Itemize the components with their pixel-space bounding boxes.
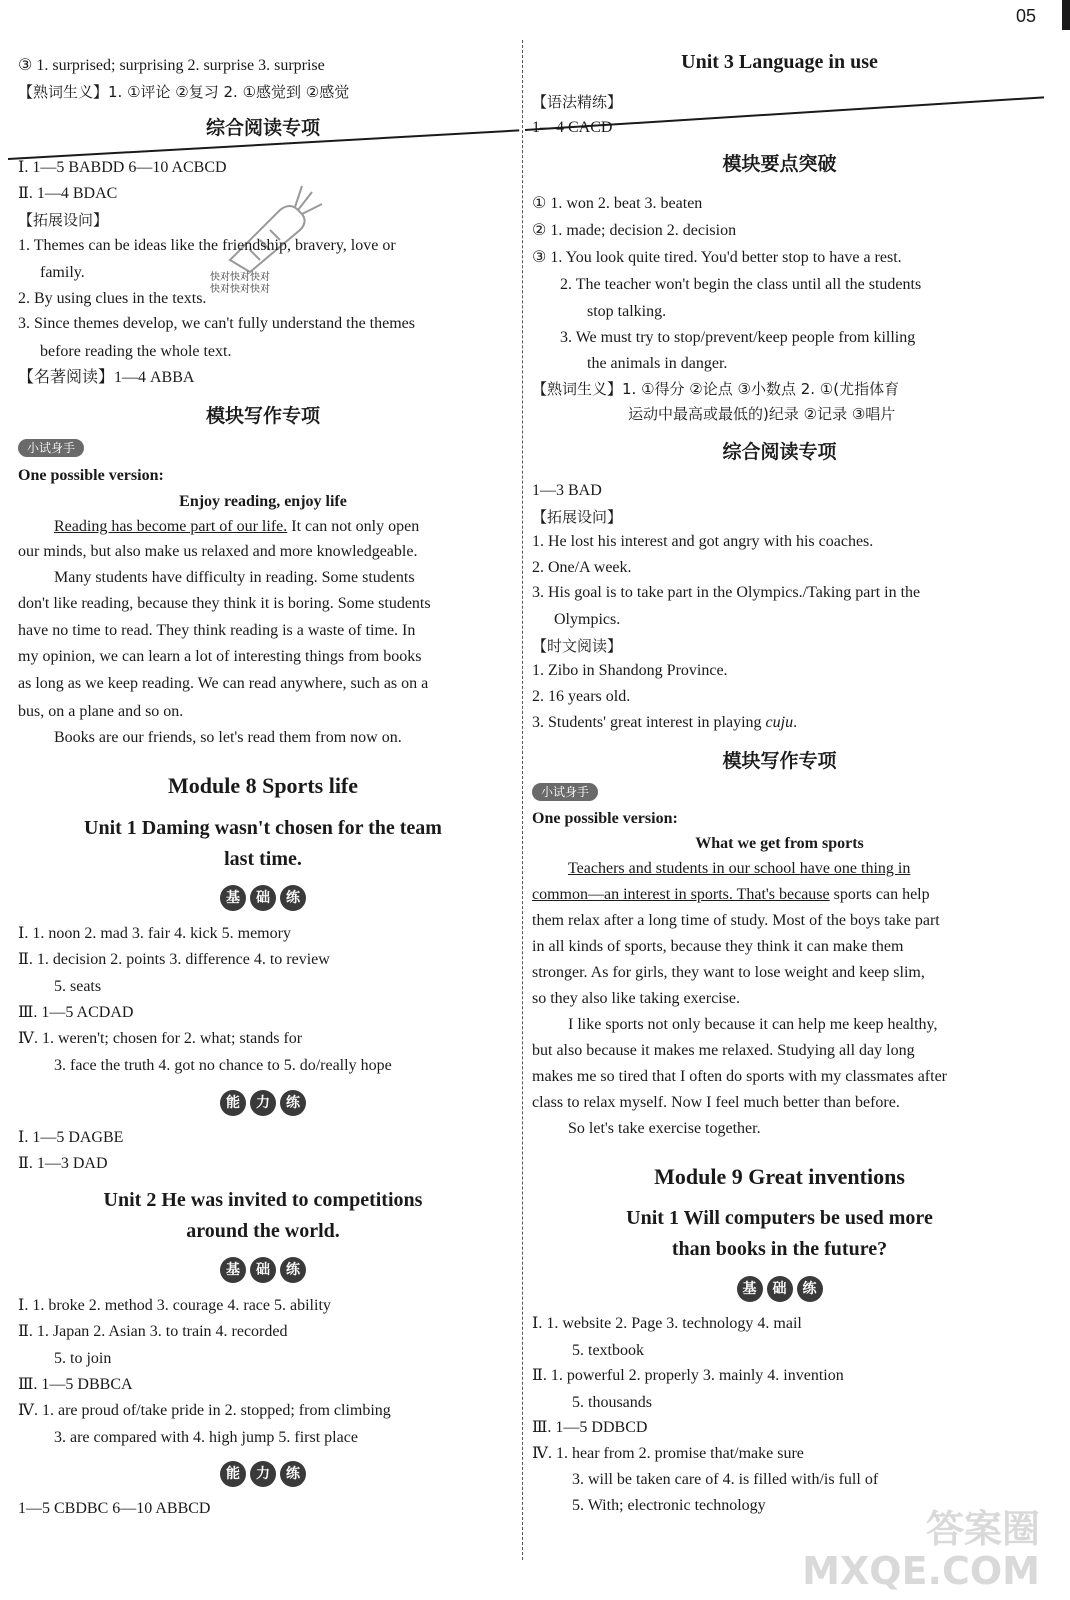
essay-line: Books are our friends, so let's read them from now on. (54, 729, 402, 746)
answer-line: ③ 1. surprised; surprising 2. surprise 3. surprise (18, 57, 325, 74)
essay-line: my opinion, we can learn a lot of interesting things from books (18, 648, 422, 665)
answer-line: 2. 16 years old. (532, 688, 631, 705)
answer-line: 3. face the truth 4. got no chance to 5. do/really hope (54, 1057, 392, 1074)
answer-line: 3. We must try to stop/prevent/keep people from killing (560, 329, 916, 346)
answer-line: the animals in danger. (587, 355, 728, 372)
essay-line: but also because it makes me relaxed. Studying all day long (532, 1042, 915, 1059)
essay-line: Many students have difficulty in reading. Some students (54, 569, 415, 586)
answer-line: 3. will be taken care of 4. is filled with/is full of (572, 1471, 879, 1488)
answer-line: ① 1. won 2. beat 3. beaten (532, 195, 703, 212)
practice-badges: 基 础 练 (18, 1257, 508, 1283)
essay-line: makes me so tired that I often do sports with my classmates after (532, 1068, 948, 1085)
section-heading: 模块要点突破 (722, 153, 837, 175)
unit-title: Unit 1 Daming wasn't chosen for the team (84, 817, 442, 839)
answer-line: ② 1. made; decision 2. decision (532, 222, 737, 239)
subsection-label: 【语法精练】 (532, 93, 623, 111)
answer-line: Ⅳ. 1. hear from 2. promise that/make sure (532, 1445, 804, 1462)
unit-title: around the world. (186, 1220, 340, 1242)
answer-line: 【熟词生义】1. ①得分 ②论点 ③小数点 2. ①(尤指体育 (532, 380, 900, 398)
essay-line: bus, on a plane and so on. (18, 703, 184, 720)
page-number: 05 (1015, 6, 1036, 26)
answer-line: family. (40, 264, 85, 281)
answer-line: Ⅲ. 1—5 DBBCA (18, 1376, 133, 1393)
practice-badges: 基 础 练 (18, 885, 508, 911)
subsection-label: 【拓展设问】 (18, 211, 109, 229)
answer-line: ③ 1. You look quite tired. You'd better stop to have a rest. (532, 249, 902, 266)
answer-line: 3. Since themes develop, we can't fully understand the themes (18, 315, 415, 332)
essay-line: So let's take exercise together. (568, 1120, 761, 1137)
essay-line: them relax after a long time of study. Most of the boys take part (532, 912, 940, 929)
stamp-text: 快对快对快对 快对快对快对 (210, 272, 270, 295)
version-label: One possible version: (532, 810, 678, 827)
answer-line: 2. By using clues in the texts. (18, 290, 207, 307)
answer-line: 5. With; electronic technology (572, 1497, 766, 1514)
answer-line: Ⅳ. 1. are proud of/take pride in 2. stopped; from climbing (18, 1402, 391, 1419)
essay-line: Teachers and students in our school have one thing in (568, 860, 911, 877)
unit-title: than books in the future? (671, 1238, 888, 1260)
answer-line: 2. One/A week. (532, 559, 632, 576)
answer-line: before reading the whole text. (40, 343, 232, 360)
essay-line: Reading has become part of our life. It can not only open (54, 518, 420, 535)
answer-line: Ⅱ. 1. decision 2. points 3. difference 4. to review (18, 951, 330, 968)
answer-line: Ⅰ. 1. noon 2. mad 3. fair 4. kick 5. memory (18, 925, 291, 942)
answer-line: Ⅲ. 1—5 DDBCD (532, 1419, 648, 1436)
essay-line: have no time to read. They think reading is a waste of time. In (18, 622, 416, 639)
essay-title: Enjoy reading, enjoy life (179, 493, 347, 510)
answer-line: 1—5 CBDBC 6—10 ABBCD (18, 1500, 211, 1517)
unit-title: Unit 2 He was invited to competitions (103, 1189, 423, 1211)
unit-title: Unit 3 Language in use (681, 51, 878, 73)
answer-line: 1—3 BAD (532, 482, 602, 499)
answer-line: Ⅰ. 1. website 2. Page 3. technology 4. mail (532, 1315, 802, 1332)
answer-line: Ⅱ. 1. powerful 2. properly 3. mainly 4. invention (532, 1367, 844, 1384)
answer-line: Ⅰ. 1—5 BABDD 6—10 ACBCD (18, 159, 227, 176)
answer-line: Ⅲ. 1—5 ACDAD (18, 1004, 134, 1021)
subsection-label: 【拓展设问】 (532, 508, 623, 526)
tag-pill: 小试身手 (18, 439, 84, 457)
essay-line: class to relax myself. Now I feel much better than before. (532, 1094, 900, 1111)
essay-line: in all kinds of sports, because they think it can make them (532, 938, 904, 955)
answer-line: 5. to join (54, 1350, 112, 1367)
answer-line: 5. seats (54, 978, 102, 995)
answer-line: 1—4 CACD (532, 119, 613, 136)
answer-line: Ⅳ. 1. weren't; chosen for 2. what; stands for (18, 1030, 303, 1047)
answer-line: 运动中最高或最低的)纪录 ②记录 ③唱片 (628, 405, 896, 423)
answer-line: Olympics. (554, 611, 621, 628)
section-heading: 模块写作专项 (722, 750, 837, 772)
answer-line: 1. He lost his interest and got angry with his coaches. (532, 533, 874, 550)
answer-line: Ⅱ. 1—4 BDAC (18, 185, 118, 202)
essay-line: common—an interest in sports. That's because sports can help (532, 886, 930, 903)
column-divider (522, 40, 523, 1560)
essay-line: don't like reading, because they think it is boring. Some students (18, 595, 431, 612)
unit-title: Unit 1 Will computers be used more (626, 1207, 933, 1229)
answer-line: 【名著阅读】1—4 ABBA (18, 369, 195, 386)
answer-line: 1. Themes can be ideas like the friendship, bravery, love or (18, 237, 396, 254)
tag-pill: 小试身手 (532, 783, 598, 801)
answer-line: 1. Zibo in Shandong Province. (532, 662, 728, 679)
answer-line: 3. Students' great interest in playing cuju. (532, 714, 798, 731)
practice-badges: 能 力 练 (18, 1461, 508, 1487)
answer-line: 2. The teacher won't begin the class until all the students (560, 276, 922, 293)
essay-line: our minds, but also make us relaxed and more knowledgeable. (18, 543, 418, 560)
answer-line: 5. thousands (572, 1394, 652, 1411)
answer-line: 【熟词生义】1. ①评论 ②复习 2. ①感觉到 ②感觉 (18, 83, 350, 101)
essay-title: What we get from sports (695, 835, 864, 852)
module-title: Module 9 Great inventions (654, 1164, 905, 1189)
section-heading: 综合阅读专项 (722, 441, 837, 463)
answer-line: Ⅰ. 1. broke 2. method 3. courage 4. race 5. ability (18, 1297, 331, 1314)
module-title: Module 8 Sports life (167, 773, 359, 798)
essay-line: as long as we keep reading. We can read anywhere, such as on a (18, 675, 429, 692)
practice-badges: 能 力 练 (18, 1090, 508, 1116)
watermark-logo: 答案圈 MXQE.COM (802, 1507, 1040, 1593)
practice-badges: 基 础 练 (532, 1276, 1027, 1302)
subsection-label: 【时文阅读】 (532, 637, 623, 655)
essay-line: so they also like taking exercise. (532, 990, 740, 1007)
essay-line: I like sports not only because it can help me keep healthy, (568, 1016, 938, 1033)
answer-line: 5. textbook (572, 1342, 644, 1359)
section-heading: 综合阅读专项 (205, 117, 320, 139)
answer-line: 3. are compared with 4. high jump 5. first place (54, 1429, 358, 1446)
answer-line: Ⅱ. 1. Japan 2. Asian 3. to train 4. recorded (18, 1323, 288, 1340)
answer-line: stop talking. (587, 303, 667, 320)
section-heading: 模块写作专项 (205, 405, 320, 427)
unit-title: last time. (224, 848, 302, 870)
answer-line: Ⅰ. 1—5 DAGBE (18, 1129, 124, 1146)
answer-line: Ⅱ. 1—3 DAD (18, 1155, 108, 1172)
edge-bar (1062, 0, 1070, 30)
essay-line: stronger. As for girls, they want to lose weight and keep slim, (532, 964, 925, 981)
answer-line: 3. His goal is to take part in the Olympics./Taking part in the (532, 584, 921, 601)
version-label: One possible version: (18, 467, 164, 484)
